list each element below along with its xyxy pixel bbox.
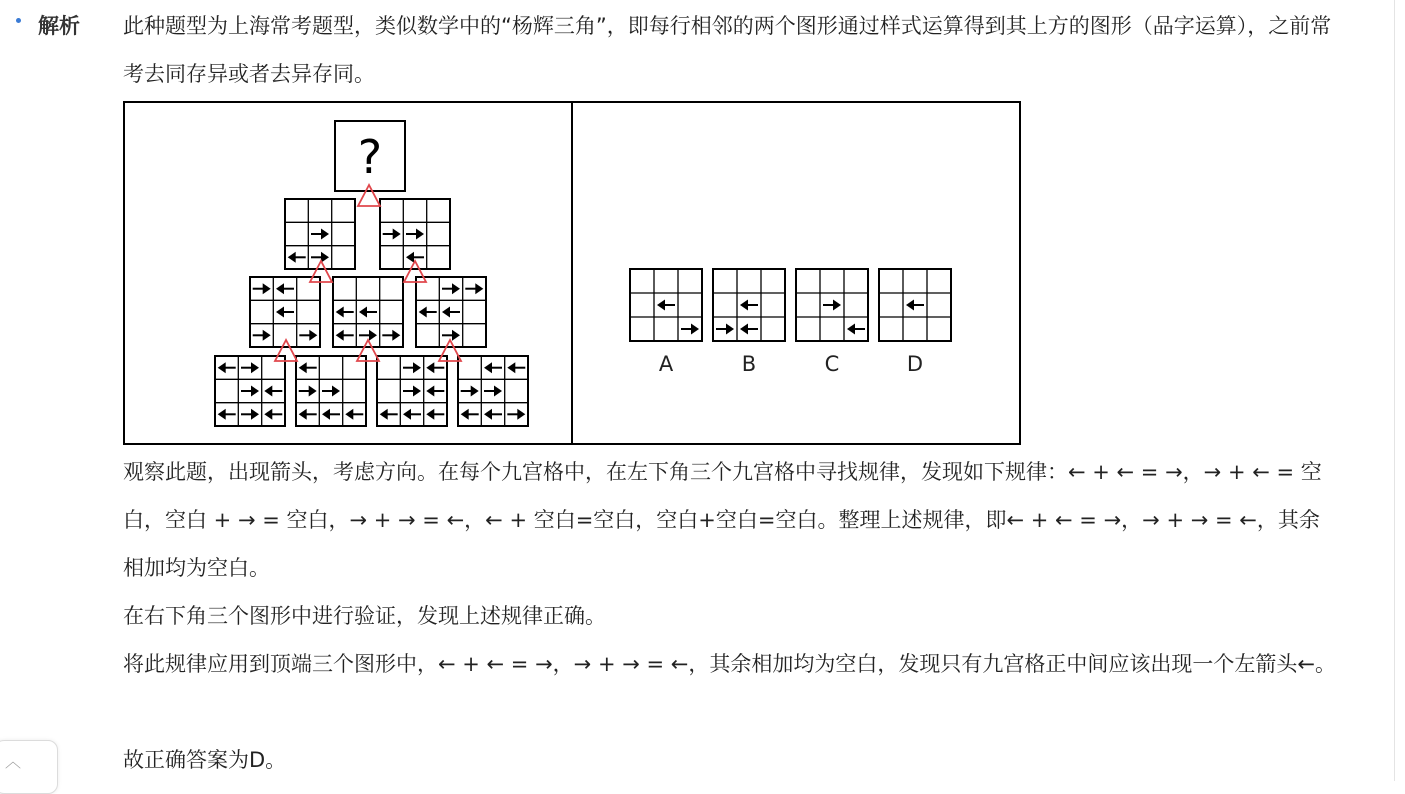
question-box [335, 121, 405, 191]
option-label-d: D [906, 352, 924, 376]
grid-r4-2 [296, 356, 366, 426]
grid-r4-3 [377, 356, 447, 426]
puzzle-figure [123, 101, 1021, 445]
grid-r3-1 [250, 277, 320, 347]
option-label-c: C [824, 352, 840, 376]
verification-paragraph: 在右下角三个图形中进行验证，发现上述规律正确。 [123, 604, 606, 628]
grid-r3-3 [416, 277, 486, 347]
option-d [879, 269, 951, 341]
question-mark: ? [357, 130, 383, 184]
intro-paragraph: 此种题型为上海常考题型，类似数学中的“杨辉三角”，即每行相邻的两个图形通过样式运算得到其上方的图形（品字运算），之前常考去同存异或者去异存同。 [123, 14, 1332, 86]
content-divider [1394, 0, 1395, 781]
grid-r4-4 [458, 356, 528, 426]
chevron-up-icon: ︿ [5, 752, 22, 771]
observation-paragraph: 观察此题，出现箭头，考虑方向。在每个九宫格中，在左下角三个九宫格中寻找规律，发现如下规律：← + ← = →，→ + ← = 空白，空白 + → = 空白，→ + → = ←，← + 空白=空白，空白+空白=空白。整理上述规律，即← + ← = →，→ + → = ←，其余相加均为空白。 [123, 460, 1322, 580]
bullet-dot-icon [16, 18, 21, 23]
option-a [630, 269, 702, 341]
option-b [713, 269, 785, 341]
application-paragraph: 将此规律应用到顶端三个图形中，← + ← = →，→ + → = ←，其余相加均为空白，发现只有九宫格正中间应该出现一个左箭头←。 [123, 652, 1336, 676]
scroll-top-button[interactable] [0, 740, 58, 794]
grid-r2-1 [285, 199, 355, 269]
grid-r3-2 [333, 277, 403, 347]
grid-r2-2 [380, 199, 450, 269]
answer-paragraph: 故正确答案为D。 [123, 748, 287, 772]
section-heading: 解析 [38, 14, 80, 38]
option-label-a: A [658, 352, 674, 376]
option-c [796, 269, 868, 341]
grid-r4-1 [215, 356, 285, 426]
option-label-b: B [741, 352, 757, 376]
